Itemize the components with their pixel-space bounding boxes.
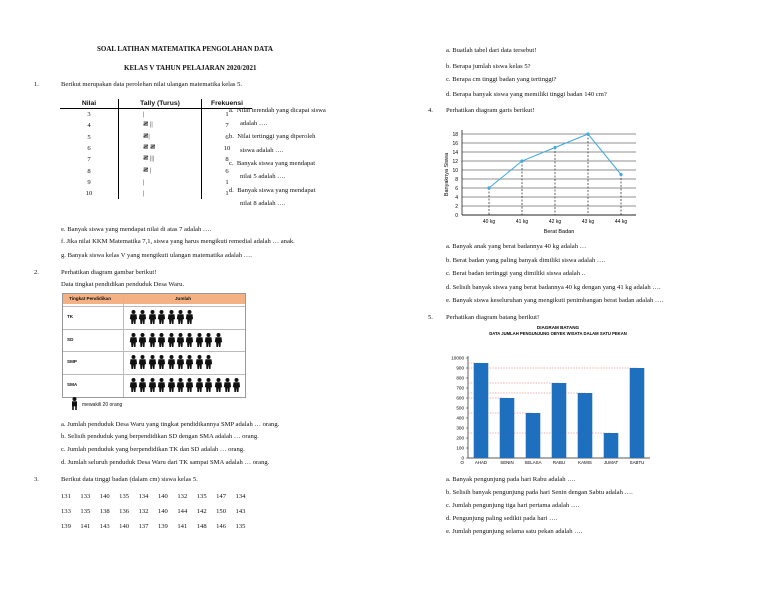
data-point [520,159,523,162]
height-value: 135 [80,508,91,515]
height-value: 131 [61,493,71,500]
cell-frekuensi: 1 [225,190,229,198]
height-value: 132 [138,508,149,515]
cell-tally: 𝍸 || [119,120,202,131]
data-point [553,146,556,149]
q4-c: c. Berat badan tertinggi yang dimiliki siswa adalah .. [446,270,585,277]
x-axis-label: Berat Badan [543,229,575,235]
height-value: 138 [99,508,110,515]
height-value: 134 [235,493,246,500]
x-tick-label: SENIN [500,460,514,465]
height-value: 133 [80,493,91,500]
person-icon [232,378,241,392]
x-tick-label: JUMAT [603,460,619,465]
person-icon [204,378,213,392]
x-tick-label: AHAD [474,460,488,465]
x-tick-label: 41 kg [515,219,529,225]
y-tick-label: 10 [452,167,458,174]
pictogram-label: SMP [67,359,77,364]
data-point [619,173,622,176]
pictogram-label: SD [67,336,74,342]
cell-frekuensi: 1 [225,111,229,119]
height-value: 144 [177,508,188,515]
height-value: 139 [157,523,168,530]
q4-d: d. Selisih banyak siswa yang berat badannya 40 kg dengan yang 41 kg adalah …. [446,284,661,291]
cell-frekuensi: 6 [225,167,229,175]
pictogram-row [63,306,245,327]
title-2: KELAS V TAHUN PELAJARAN 2020/2021 [124,64,257,72]
q4-b: b. Berat badan yang paling banyak dimiliki siswa adalah …. [446,257,606,264]
q2-c: c. Jumlah penduduk yang berpendidikan TK dan SD adalah … orang. [61,446,245,453]
cell-tally: | [119,109,202,121]
person-icon [214,378,223,392]
cell-frekuensi: 10 [223,145,231,153]
x-tick-label: SABTU [629,460,645,465]
height-value: 133 [61,508,71,515]
height-value: 140 [119,523,130,530]
y-tick-label: 200 [456,435,464,441]
tally-row [60,120,252,131]
person-icon [157,310,166,324]
cell-tally: 𝍸 𝍸 [119,143,202,154]
height-value: 135 [119,493,130,500]
q1-text: Berikut merupakan data perolehan nilai ulangan matematika kelas 5. [61,81,243,88]
cell-tally: 𝍸 ||| [119,154,202,165]
q5-e: e. Jumlah pengunjung selama satu pekan adalah …. [446,528,583,535]
x-tick-label: SELASA [524,460,542,465]
person-icon [195,355,204,369]
height-value: 146 [216,523,227,530]
person-icon [148,333,157,347]
y-tick-label: 100 [456,445,464,451]
origin-label: O [460,460,464,465]
q1-c: c. Banyak siswa yang mendapat [229,160,316,167]
cell-nilai: 8 [60,165,119,176]
height-value: 148 [196,523,207,530]
person-icon [157,333,166,347]
pictogram-row [63,329,245,350]
chart-subtitle: DATA JUMLAH PENGUNJUNG OBYEK WISATA DALAM SATU PEKAN [489,331,627,336]
tally-row [60,132,252,143]
y-tick-label: 0 [455,212,458,219]
q3-c: c. Berapa cm tinggi badan yang tertinggi? [446,76,557,83]
q1-number: 1. [34,81,39,88]
y-tick-label: 600 [456,395,464,401]
person-icon [185,355,194,369]
height-value: 141 [80,523,91,530]
cell-tally: | [119,188,202,199]
q1-d-2: nilai 8 adalah …. [240,200,286,207]
line-chart [440,120,640,240]
y-tick-label: 16 [452,140,458,147]
q1-b-2: siswa adalah …. [240,147,284,154]
q2-d: d. Jumlah seluruh penduduk Desa Waru dari TK sampai SMA adalah … orang. [61,459,270,466]
pictogram-row [63,351,245,372]
x-tick-label: 40 kg [482,219,496,225]
chart-title: DIAGRAM BATANG [536,325,580,330]
height-value: 139 [61,523,71,530]
person-icon [223,378,232,392]
q3-text: Berikut data tinggi badan (dalam cm) siswa kelas 5. [61,476,198,483]
bar [604,433,619,458]
y-tick-label: 14 [452,149,458,156]
person-icon [129,333,138,347]
y-tick-label: 0 [461,455,464,461]
person-icon [138,378,147,392]
y-tick-label: 900 [456,365,464,371]
y-tick-label: 10000 [451,355,464,361]
q1-e: e. Banyak siswa yang mendapat nilai di atas 7 adalah …. [61,226,212,233]
person-icon [167,355,176,369]
height-value: 150 [216,508,227,515]
q1-b: b. Nilai tertinggi yang diperoleh [229,133,316,140]
q1-g: g. Banyak siswa kelas V yang mengikuti ulangan matematika adalah …. [61,252,252,259]
pictogram-header [63,294,245,304]
pictogram-label: TK [67,314,74,319]
cell-nilai: 3 [60,109,119,121]
person-icon [148,378,157,392]
q1-a-2: adalah …. [240,120,268,127]
y-tick-label: 800 [456,375,464,381]
cell-frekuensi: 8 [225,156,229,164]
q3-b: b. Berapa jumlah siswa kelas 5? [446,63,531,70]
q1-d: d. Banyak siswa yang mendapat [229,187,316,194]
data-point [586,132,589,135]
height-value: 141 [177,523,188,530]
title-1: SOAL LATIHAN MATEMATIKA PENGOLAHAN DATA [97,45,273,53]
person-icon [129,378,138,392]
q4-text: Perhatikan diagram garis berikut! [446,107,535,114]
x-tick-label: 43 kg [581,219,595,225]
person-icon [204,333,213,347]
y-tick-label: 18 [452,131,458,138]
bar [474,363,489,458]
height-value: 140 [157,493,168,500]
col-nilai: Nilai [60,99,119,109]
person-icon [195,378,204,392]
cell-frekuensi: 1 [225,178,229,186]
y-tick-label: 4 [455,194,458,201]
cell-tally: 𝍸| [119,132,202,143]
height-value: 132 [177,493,188,500]
person-icon [195,333,204,347]
person-icon [148,355,157,369]
y-tick-label: 8 [455,176,458,183]
bar [526,413,541,458]
q5-d: d. Pengunjung paling sedikit pada hari …. [446,515,558,522]
person-icon [148,310,157,324]
height-value: 140 [99,493,110,500]
q4-a: a. Banyak anak yang berat badannya 40 kg adalah … [446,243,587,250]
bar [630,368,645,458]
q5-number: 5. [428,314,433,321]
q2-sub: Data tingkat pendidikan penduduk Desa Waru. [61,281,185,288]
height-value: 135 [235,523,246,530]
height-value: 137 [138,523,149,530]
q2-a: a. Jumlah penduduk Desa Waru yang tingkat pendidikannya SMP adalah … orang. [61,421,280,428]
pictogram [62,293,246,398]
x-tick-label: RABU [552,460,566,465]
bar [500,398,515,458]
bar [578,393,593,458]
person-icon [138,355,147,369]
q1-c-2: nilai 5 adalah …. [240,173,286,180]
q2-text: Perhatikan diagram gambar berikut! [61,269,157,276]
y-tick-label: 700 [456,385,464,391]
person-icon [138,333,147,347]
cell-tally: | [119,177,202,188]
q5-b: b. Selisih banyak pengunjung pada hari Senin dengan Sabtu adalah …. [446,489,633,496]
height-value: 135 [196,493,207,500]
y-tick-label: 500 [456,405,464,411]
tally-table [60,99,252,199]
tally-row [60,109,252,121]
q3-row-1 [61,493,255,500]
q4-e: e. Banyak siswa keseluruhan yang mengikuti penimbangan berat badan adalah …. [446,297,664,304]
person-icon [176,378,185,392]
height-value: 143 [99,523,110,530]
height-value: 140 [157,508,168,515]
legend-person-icon [70,397,79,412]
y-tick-label: 400 [456,415,464,421]
cell-nilai: 5 [60,132,119,143]
pictogram-col1: Tingkat Pendidikan [69,296,112,301]
q4-number: 4. [428,107,433,114]
cell-nilai: 7 [60,154,119,165]
pictogram-legend: mewakili 20 orang [82,402,123,408]
person-icon [167,310,176,324]
person-icon [204,355,213,369]
q5-a: a. Banyak pengunjung pada hari Rabu adalah …. [446,476,576,483]
person-icon [157,355,166,369]
cell-nilai: 10 [60,188,119,199]
y-tick-label: 6 [455,185,458,192]
cell-nilai: 4 [60,120,119,131]
height-value: 147 [216,493,227,500]
q1-a: a. Nilai terendah yang dicapai siswa [229,107,326,114]
person-icon [138,310,147,324]
data-point [487,186,490,189]
bar [552,383,567,458]
height-value: 143 [235,508,246,515]
pictogram-col2: Jumlah [175,296,192,301]
y-tick-label: 300 [456,425,464,431]
x-tick-label: 44 kg [614,219,628,225]
q2-number: 2. [34,269,39,276]
q2-b: b. Selisih penduduk yang berpendidikan SD dengan SMA adalah … orang. [61,433,259,440]
person-icon [129,310,138,324]
person-icon [176,333,185,347]
person-icon [129,355,138,369]
tally-row [60,188,252,199]
q5-text: Perhatikan diagram batang berikut! [446,314,540,321]
y-tick-label: 12 [452,158,458,165]
person-icon [185,378,194,392]
cell-nilai: 9 [60,177,119,188]
height-value: 136 [119,508,130,515]
person-icon [214,333,223,347]
cell-tally: 𝍸 | [119,165,202,176]
tally-row [60,177,252,188]
tally-row [60,165,252,176]
cell-nilai: 6 [60,143,119,154]
col-tally: Tally (Turus) [119,99,202,109]
q3-row-2 [61,508,255,515]
col-frekuensi: Frekuensi [202,99,253,109]
cell-frekuensi: 7 [225,122,229,130]
y-axis-label: Banyaknya Siswa [444,152,450,197]
y-tick-label: 2 [455,203,458,210]
q3-row-3 [61,523,255,530]
cell-frekuensi: 6 [225,133,229,141]
q5-c: c. Jumlah pengunjung tiga hari pertama adalah …. [446,502,580,509]
tally-row [60,143,252,154]
person-icon [167,333,176,347]
q3-number: 3. [34,476,39,483]
person-icon [157,378,166,392]
x-tick-label: KAMIS [578,460,592,465]
pictogram-row [63,374,245,395]
q3-d: d. Berapa banyak siswa yang memiliki tinggi badan 140 cm? [446,91,607,98]
person-icon [176,310,185,324]
height-value: 134 [138,493,149,500]
tally-row [60,154,252,165]
bar-chart [440,322,656,467]
height-value: 142 [196,508,207,515]
q3-a: a. Buatlah tabel dari data tersebut! [446,47,537,54]
pictogram-label: SMA [67,381,78,387]
q1-f: f. Jika nilai KKM Matematika 7,1, siswa yang harus mengikuti remedial adalah … anak. [61,238,295,245]
person-icon [167,378,176,392]
x-tick-label: 42 kg [548,219,562,225]
person-icon [176,355,185,369]
person-icon [185,333,194,347]
person-icon [185,310,194,324]
